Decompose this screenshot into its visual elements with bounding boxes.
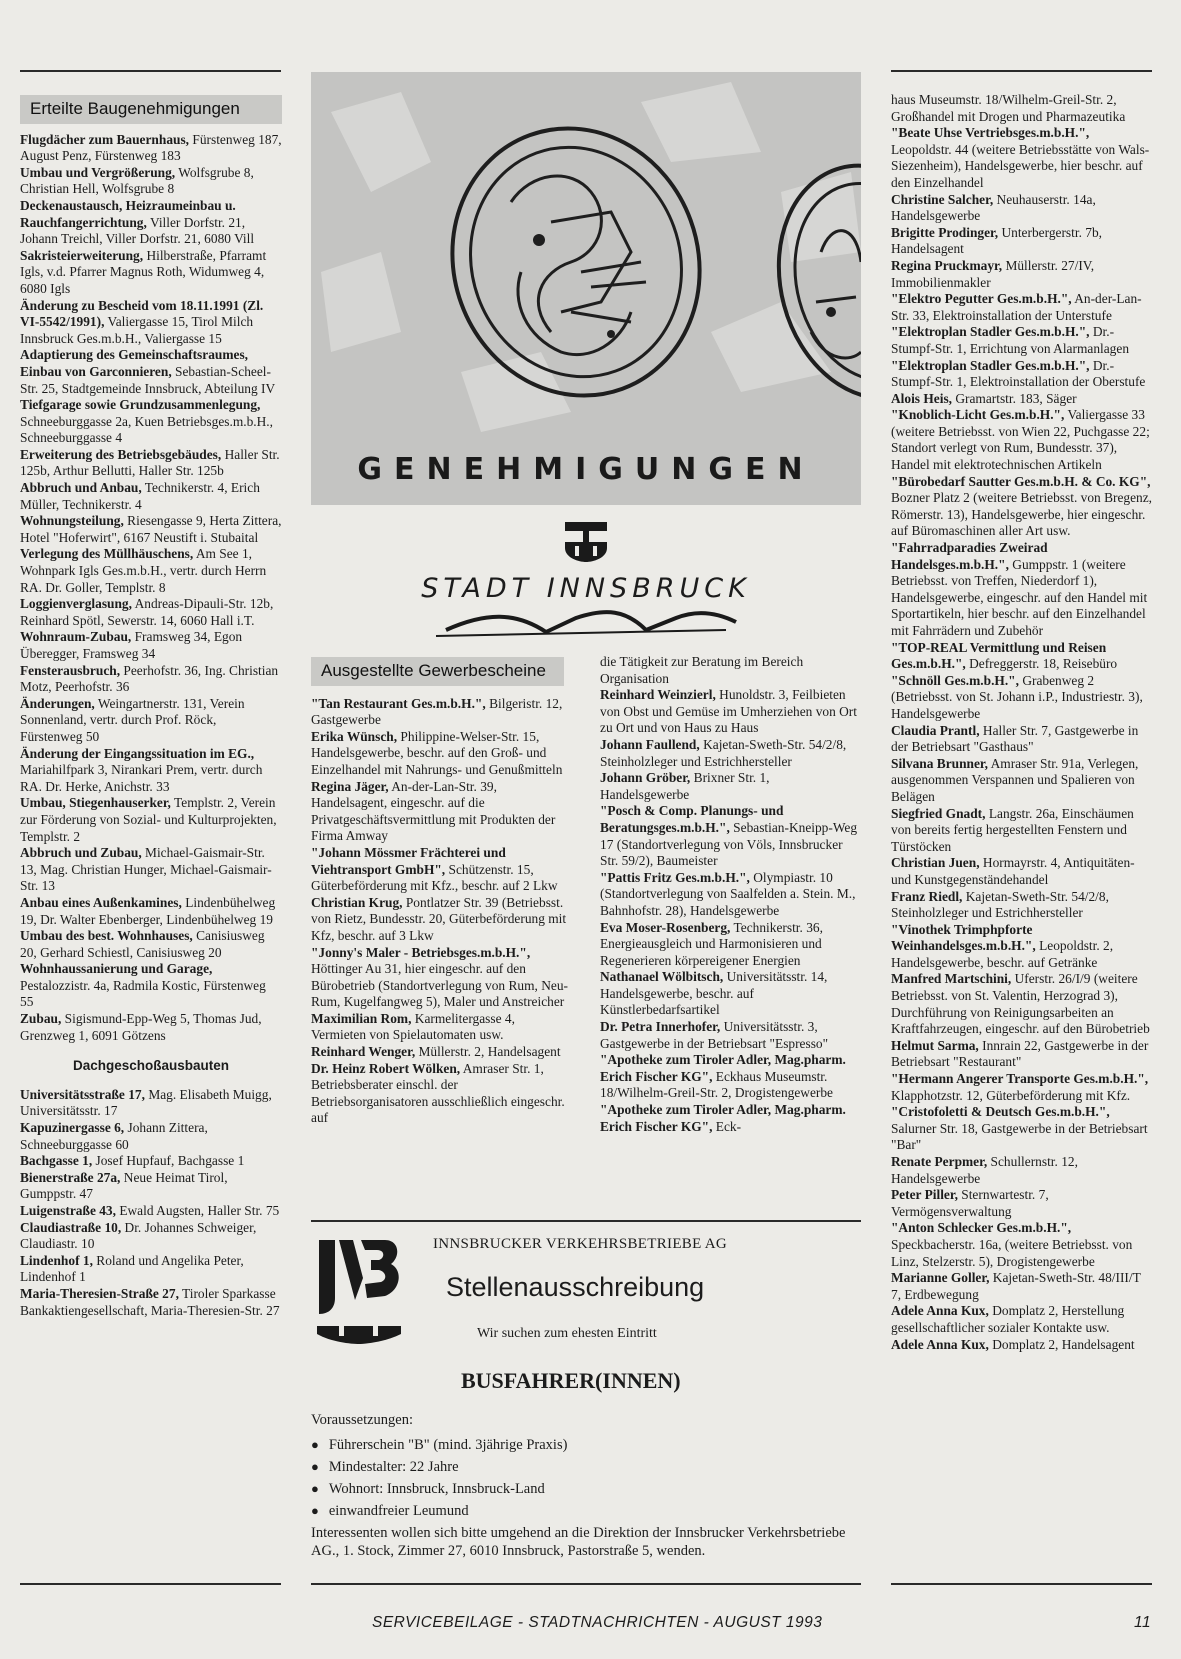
entry-name: Claudiastraße 10, [20, 1219, 122, 1235]
list-entry [600, 687, 862, 737]
list-entry [891, 1220, 1153, 1270]
entry-detail: Müllerstr. 2, Handelsagent [415, 1044, 561, 1060]
entry-name: "Apotheke zum Tiroler Adler, Mag.pharm. Erich Fischer KG", [600, 1102, 846, 1134]
entry-name: Franz Riedl, [891, 888, 963, 904]
entry-detail: Domplatz 2, Herstellung gesellschaftlicher sozialer Kontakte usw. [891, 1303, 1125, 1335]
entry-name: Deckenaustausch, Heizraumeinbau u. Rauchfangerrichtung, [20, 197, 236, 230]
entry-name: Flugdächer zum Bauernhaus, [20, 131, 190, 147]
entry-name: Loggienverglasung, [20, 596, 132, 612]
entry-name: Silvana Brunner, [891, 755, 988, 771]
list-entry [20, 132, 282, 165]
entry-name: Universitätsstraße 17, [20, 1086, 145, 1102]
requirement-item: ● Wohnort: Innsbruck, Innsbruck-Land [311, 1478, 567, 1500]
ad-job-title: BUSFAHRER(INNEN) [461, 1368, 681, 1393]
entry-name: Änderungen, [20, 695, 95, 711]
right-column [891, 92, 1153, 1353]
entry-detail: Mariahilfpark 3, Nirankari Prem, vertr. durch RA. Dr. Herke, Anichstr. 33 [20, 762, 263, 794]
entry-name: Anbau eines Außenkamines, [20, 894, 182, 910]
entry-name: Umbau, Stiegenhauserker, [20, 795, 171, 811]
entry-detail: Speckbacherstr. 16a, (weitere Betriebsst. von Linz, Stelzerstr. 5), Drogistengewerbe [891, 1236, 1133, 1269]
list-entry [891, 192, 1153, 225]
list-entry [891, 358, 1153, 391]
entry-name: "Cristofoletti & Deutsch Ges.m.b.H.", [891, 1104, 1110, 1120]
list-entry [20, 596, 282, 629]
entry-detail: Gumppstr. 1 (weitere Betriebsst. von Treffen, Niederdorf 1), Handelsgewerbe, eingeschr. auf den Handel mit Sportartikeln, hier beschr. auf den Einzelhandel mit Fahrrädern und Zubehör [891, 556, 1148, 638]
entry-detail: Schützenstr. 15, Güterbeförderung mit Kfz., beschr. auf 2 Lkw [311, 861, 558, 894]
list-entry [891, 1303, 1153, 1336]
entry-detail: Klapphotzstr. 12, Güterbeförderung mit Kfz. [891, 1087, 1131, 1103]
list-entry [600, 920, 862, 970]
entry-name: Änderung der Eingangssituation im EG., [20, 745, 255, 761]
entry-name: "Johann Mössmer Frächterei und Viehtransport GmbH", [311, 844, 506, 877]
entry-name: Sakristeierweiterung, [20, 247, 144, 263]
list-entry [891, 1104, 1153, 1154]
list-entry [20, 1153, 282, 1170]
entry-name: Erweiterung des Betriebsgebäudes, [20, 446, 222, 462]
entry-name: "Jonny's Maler - Betriebsges.m.b.H.", [311, 944, 531, 960]
entry-detail: Haller Str. 7, Gastgewerbe in der Betriebsart "Gasthaus" [891, 722, 1139, 755]
entry-detail: haus Museumstr. 18/Wilhelm-Greil-Str. 2, Großhandel mit Drogen und Pharmazeutika [891, 92, 1126, 124]
ivb-logo [315, 1238, 405, 1348]
entry-name: "Knoblich-Licht Ges.m.b.H.", [891, 407, 1065, 423]
entry-detail: Johann Zittera, Schneeburggasse 60 [20, 1120, 208, 1152]
entry-detail: Weingartnerstr. 131, Verein Sonnenland, vertr. durch Prof. Röck, Fürstenweg 50 [20, 695, 245, 744]
entry-name: Maria-Theresien-Straße 27, [20, 1285, 179, 1301]
requirement-item: ● Mindestalter: 22 Jahre [311, 1456, 567, 1478]
entry-name: Adaptierung des Gemeinschaftsraumes, Einbau von Garconnieren, [20, 347, 249, 379]
ad-subline: Wir suchen zum ehesten Eintritt [477, 1326, 657, 1341]
rule-bottom-right [891, 1583, 1152, 1585]
entry-detail: Kajetan-Sweth-Str. 54/2/8, Steinholzleger und Estrichhersteller [891, 888, 1109, 921]
entry-detail: Eck- [712, 1118, 742, 1134]
entry-name: Änderung zu Bescheid vom 18.11.1991 (Zl. VI-5542/1991), [20, 297, 264, 330]
list-entry [20, 961, 282, 1011]
entry-detail: Eckhaus Museumstr. 18/Wilhelm-Greil-Str. 2, Drogistengewerbe [600, 1068, 833, 1101]
list-entry [600, 1102, 862, 1135]
list-entry [600, 1019, 862, 1052]
trade-license-list-b [600, 654, 862, 1135]
entry-detail: Valiergasse 15, Tirol Milch Innsbruck Ges.m.b.H., Valiergasse 15 [20, 314, 254, 346]
entry-name: Tiefgarage sowie Grundzusammenlegung, [20, 397, 261, 413]
list-entry [891, 125, 1153, 191]
list-entry [311, 895, 569, 945]
list-entry [20, 513, 282, 546]
list-entry [20, 447, 282, 480]
entry-detail: die Tätigkeit zur Beratung im Bereich Organisation [600, 654, 804, 686]
building-permit-list [20, 132, 282, 1045]
list-entry [600, 770, 862, 803]
ad-company: INNSBRUCKER VERKEHRSBETRIEBE AG [433, 1236, 728, 1252]
list-entry [20, 696, 282, 746]
entry-name: Manfred Martschini, [891, 971, 1012, 987]
list-entry [891, 291, 1153, 324]
list-entry [891, 407, 1153, 473]
entry-name: Reinhard Wenger, [311, 1044, 416, 1060]
entry-name: "Hermann Angerer Transporte Ges.m.b.H.", [891, 1071, 1149, 1087]
list-entry [891, 324, 1153, 357]
entry-detail: Brixner Str. 1, Handelsgewerbe [600, 770, 770, 802]
entry-detail: Kajetan-Sweth-Str. 48/III/T 7, Erdbewegung [891, 1270, 1141, 1302]
entry-detail: Amraser Str. 91a, Verlegen, ausgenommen Verspannen und Spalieren von Belägen [891, 755, 1139, 804]
entry-detail: Bozner Platz 2 (weitere Betriebsst. von Bregenz, Römerstr. 13), Handelsgewerbe, hier eingeschr. auf Büromaschinen aller Art usw. [891, 490, 1153, 539]
entry-detail: Michael-Gaismair-Str. 13, Mag. Christian Hunger, Michael-Gaismair-Str. 13 [20, 845, 272, 894]
entry-name: "Bürobedarf Sautter Ges.m.b.H. & Co. KG", [891, 473, 1151, 489]
entry-detail: Müllerstr. 27/IV, Immobilienmakler [891, 257, 1095, 290]
entry-detail: Dr.-Stumpf-Str. 1, Errichtung von Alarmanlagen [891, 324, 1130, 356]
list-entry [20, 1011, 282, 1044]
list-entry [20, 845, 282, 895]
city-wave-icon [426, 606, 746, 640]
entry-name: Erika Wünsch, [311, 728, 398, 744]
city-logo [311, 520, 861, 645]
list-entry [20, 248, 282, 298]
entry-detail: Defreggerstr. 18, Reisebüro [965, 656, 1118, 672]
list-entry [600, 803, 862, 869]
list-entry [20, 165, 282, 198]
entry-name: Claudia Prantl, [891, 722, 980, 738]
entry-detail: Gramartstr. 183, Säger [952, 390, 1077, 406]
entry-name: Bachgasse 1, [20, 1153, 93, 1169]
entry-name: "Tan Restaurant Ges.m.b.H.", [311, 695, 486, 711]
entry-name: "Anton Schlecker Ges.m.b.H.", [891, 1220, 1072, 1236]
entry-detail: Dr. Johannes Schweiger, Claudiastr. 10 [20, 1219, 257, 1252]
list-entry [20, 298, 282, 348]
page-number: 11 [1134, 1614, 1152, 1631]
list-entry [20, 198, 282, 248]
entry-detail: An-der-Lan-Str. 39, Handelsagent, eingeschr. auf die Privatgeschäftsvermittlung mit Produkten der Firma Amway [311, 778, 556, 844]
entry-detail: Sebastian-Scheel-Str. 25, Stadtgemeinde Innsbruck, Abteilung IV [20, 363, 276, 396]
entry-detail: Hormayrstr. 4, Antiquitäten- und Kunstgegenständehandel [891, 855, 1135, 887]
rule-top-right [891, 70, 1152, 72]
list-entry [311, 1011, 569, 1044]
city-name: STADT INNSBRUCK [421, 573, 751, 604]
entry-name: Verlegung des Müllhäuschens, [20, 546, 194, 562]
entry-detail: Roland und Angelika Peter, Lindenhof 1 [20, 1252, 244, 1285]
entry-name: Christian Juen, [891, 855, 980, 871]
entry-name: Nathanael Wölbitsch, [600, 969, 724, 985]
list-entry [600, 654, 862, 687]
entry-name: Regina Jäger, [311, 778, 389, 794]
entry-detail: Karmelitergasse 4, Vermieten von Spielautomaten usw. [311, 1010, 515, 1043]
list-entry [311, 729, 569, 779]
entry-detail: Technikerstr. 36, Energieausgleich und Harmonisieren und Regenerieren körpereigener Energien [600, 919, 823, 968]
list-entry [891, 922, 1153, 972]
entry-name: "Elektro Pegutter Ges.m.b.H.", [891, 291, 1072, 307]
entry-detail: Sternwartestr. 7, Vermögensverwaltung [891, 1187, 1049, 1219]
entry-name: Maximilian Rom, [311, 1010, 412, 1026]
ad-contact-text: Interessenten wollen sich bitte umgehend an die Direktion der Innsbrucker Verkehrsbetriebe AG., 1. Stock, Zimmer 27, 6010 Innsbruck, Pastorstraße 5, wenden. [311, 1525, 846, 1559]
list-entry [600, 870, 862, 920]
list-entry [20, 546, 282, 596]
entry-name: Johann Gröber, [600, 770, 691, 786]
trade-license-list-a [311, 696, 569, 1127]
entry-name: "Fahrradparadies Zweirad Handelsges.m.b.H.", [891, 540, 1048, 572]
entry-detail: Amraser Str. 1, Betriebsberater einschl. der Betriebsorganisatoren ausschließlich eingeschr. auf [311, 1060, 565, 1126]
entry-detail: Viller Dorfstr. 21, Johann Treichl, Viller Dorfstr. 21, 6080 Vill [20, 214, 255, 247]
entry-detail: Innrain 22, Gastgewerbe in der Betriebsart "Restaurant" [891, 1037, 1149, 1070]
entry-detail: Schneeburggasse 2a, Kuen Betriebsges.m.b.H., Schneeburggasse 4 [20, 413, 274, 446]
entry-detail: Josef Hupfauf, Bachgasse 1 [92, 1153, 245, 1169]
entry-detail: Olympiastr. 10 (Standortverlegung von Saalfelden a. Stein. M., Bahnhofstr. 28), Handelsgewerbe [600, 869, 856, 918]
entry-name: Peter Piller, [891, 1187, 958, 1203]
list-entry [891, 723, 1153, 756]
list-entry [20, 928, 282, 961]
list-entry [891, 971, 1153, 1037]
entry-detail: Neue Heimat Tirol, Gumppstr. 47 [20, 1169, 228, 1202]
entry-name: Marianne Goller, [891, 1270, 990, 1286]
list-entry [20, 1170, 282, 1203]
banner-title: GENEHMIGUNGEN [357, 452, 815, 487]
entry-detail: Leopoldstr. 44 (weitere Betriebsstätte von Wals-Siezenheim), Handelsgewerbe, hier beschr. auf den Einzelhandel [891, 141, 1150, 190]
list-entry [891, 1270, 1153, 1303]
list-entry [891, 391, 1153, 408]
list-entry [891, 640, 1153, 673]
entry-name: "TOP-REAL Vermittlung und Reisen Ges.m.b.H.", [891, 639, 1107, 672]
trade-license-list-c [891, 92, 1153, 1353]
entry-detail: Unterbergerstr. 7b, Handelsagent [891, 224, 1102, 257]
list-entry [311, 1061, 569, 1127]
list-entry [891, 225, 1153, 258]
list-entry [20, 1220, 282, 1253]
entry-name: Wohnraum-Zubau, [20, 629, 132, 645]
entry-name: Bienerstraße 27a, [20, 1169, 121, 1185]
entry-detail: Canisiusweg 20, Gerhard Schiestl, Canisiusweg 20 [20, 928, 265, 960]
entry-name: Zubau, [20, 1011, 62, 1027]
seal-illustration [311, 72, 861, 505]
entry-name: Luigenstraße 43, [20, 1203, 116, 1218]
entry-detail: Bilgeristr. 12, Gastgewerbe [311, 695, 563, 728]
entry-name: Christian Krug, [311, 894, 403, 910]
entry-detail: Leopoldstr. 2, Handelsgewerbe, beschr. auf Getränke [891, 938, 1114, 970]
list-entry [20, 1087, 282, 1120]
requirement-item: ● Führerschein "B" (mind. 3jährige Praxis) [311, 1434, 567, 1456]
attic-permit-list [20, 1087, 282, 1319]
list-entry [311, 1044, 569, 1061]
list-entry [20, 629, 282, 662]
entry-name: Adele Anna Kux, [891, 1303, 989, 1319]
entry-detail: Sebastian-Kneipp-Weg 17 (Standortverlegung von Völs, Innsbrucker Str. 59/2), Baumeister [600, 819, 858, 869]
list-entry [311, 779, 569, 845]
list-entry [600, 969, 862, 1019]
city-emblem-icon [563, 520, 609, 564]
entry-name: "Pattis Fritz Ges.m.b.H.", [600, 869, 750, 885]
entry-name: Dr. Heinz Robert Wölken, [311, 1060, 461, 1076]
list-entry [891, 673, 1153, 723]
entry-name: Siegfried Gnadt, [891, 805, 986, 821]
entry-detail: Fürstenweg 187, August Penz, Fürstenweg 183 [20, 131, 282, 164]
entry-detail: Mag. Elisabeth Muigg, Universitätsstr. 17 [20, 1086, 272, 1119]
entry-name: Wohnungsteilung, [20, 513, 124, 529]
list-entry [600, 737, 862, 770]
section-heading-trade-licenses: Ausgestellte Gewerbescheine [311, 657, 564, 686]
entry-detail: Sigismund-Epp-Weg 5, Thomas Jud, Grenzweg 1, 6091 Götzens [20, 1011, 262, 1043]
list-entry [891, 1038, 1153, 1071]
entry-detail: Ewald Augsten, Haller Str. 75 [115, 1203, 280, 1218]
entry-name: Fensterausbruch, [20, 662, 121, 678]
entry-name: Johann Faullend, [600, 736, 700, 752]
entry-detail: Uferstr. 26/I/9 (weitere Betriebsst. von St. Valentin, Herzograd 3), Durchführung von Reinigungsarbeiten an Kraftfahrzeugen, eingeschr. auf den Bürobetrieb [891, 971, 1150, 1037]
section-heading-building-permits: Erteilte Baugenehmigungen [20, 95, 282, 124]
list-entry [891, 1071, 1153, 1104]
entry-name: Dr. Petra Innerhofer, [600, 1019, 721, 1035]
entry-detail: Riesengasse 9, Herta Zittera, Hotel "Hoferwirt", 6167 Neustift i. Stubaital [20, 513, 282, 545]
entry-name: "Elektroplan Stadler Ges.m.b.H.", [891, 324, 1090, 340]
list-entry [891, 474, 1153, 540]
list-entry [20, 1120, 282, 1153]
entry-name: "Schnöll Ges.m.b.H.", [891, 672, 1019, 688]
entry-detail: Wolfsgrube 8, Christian Hell, Wolfsgrube 8 [20, 164, 254, 197]
ad-requirements-label: Voraussetzungen: [311, 1412, 414, 1428]
list-entry [600, 1052, 862, 1102]
entry-name: Kapuzinergasse 6, [20, 1120, 125, 1136]
list-entry [891, 258, 1153, 291]
entry-name: Helmut Sarma, [891, 1037, 979, 1053]
list-entry [20, 895, 282, 928]
list-entry [891, 756, 1153, 806]
list-entry [20, 397, 282, 447]
list-entry [891, 92, 1153, 125]
list-entry [891, 540, 1153, 640]
list-entry [891, 855, 1153, 888]
list-entry [311, 945, 569, 1011]
list-entry [20, 746, 282, 796]
entry-detail: Hunoldstr. 3, Feilbieten von Obst und Gemüse im Umherziehen von Ort zu Ort und von Haus zu Haus [600, 687, 857, 736]
entry-detail: Domplatz 2, Handelsagent [988, 1336, 1135, 1352]
list-entry [20, 1253, 282, 1286]
middle-column-a [311, 657, 569, 1127]
entry-name: Eva Moser-Rosenberg, [600, 919, 731, 935]
entry-name: Abbruch und Zubau, [20, 845, 142, 861]
entry-detail: Peerhofstr. 36, Ing. Christian Motz, Peerhofstr. 36 [20, 662, 279, 695]
list-entry [20, 1286, 282, 1319]
entry-name: Christine Salcher, [891, 191, 994, 207]
entry-name: "Apotheke zum Tiroler Adler, Mag.pharm. Erich Fischer KG", [600, 1052, 846, 1084]
list-entry [891, 1154, 1153, 1187]
rule-top-left [20, 70, 281, 72]
entry-name: "Posch & Comp. Planungs- und Beratungsges.m.b.H.", [600, 803, 784, 835]
entry-detail: Pontlatzer Str. 39 (Betriebsst. von Rietz, Bundesstr. 20, Güterbeförderung mit Kfz, beschr. auf 3 Lkw [311, 894, 567, 943]
entry-name: Renate Perpmer, [891, 1154, 988, 1169]
list-entry [20, 663, 282, 696]
entry-name: Reinhard Weinzierl, [600, 687, 716, 703]
rule-bottom-left [20, 1583, 281, 1585]
entry-detail: Universitätsstr. 14, Handelsgewerbe, beschr. auf Künstlerbedarfsartikel [600, 969, 828, 1018]
entry-detail: An-der-Lan-Str. 33, Elektroinstallation der Unterstufe [891, 291, 1142, 323]
section-subheading-attic: Dachgeschoßausbauten [72, 1058, 230, 1074]
entry-name: Umbau und Vergrößerung, [20, 164, 176, 180]
entry-detail: Andreas-Dipauli-Str. 12b, Reinhard Spötl, Sewerstr. 14, 6060 Hall i.T. [20, 596, 274, 628]
footer-publication: SERVICEBEILAGE - STADTNACHRICHTEN - AUGUST 1993 [372, 1614, 823, 1631]
ad-heading: Stellenausschreibung [446, 1272, 705, 1302]
entry-detail: Schullernstr. 12, Handelsgewerbe [891, 1154, 1078, 1186]
job-advert [311, 1222, 861, 1572]
entry-detail: Kajetan-Sweth-Str. 54/2/8, Steinholzleger und Estrichhersteller [600, 736, 847, 769]
list-entry [891, 806, 1153, 856]
list-entry [20, 347, 282, 397]
entry-name: Lindenhof 1, [20, 1252, 93, 1268]
entry-name: "Beate Uhse Vertriebsges.m.b.H.", [891, 125, 1090, 141]
entry-detail: Hilberstraße, Pfarramt Igls, v.d. Pfarrer Magnus Roth, Widumweg 4, 6080 Igls [20, 247, 267, 296]
entry-detail: Technikerstr. 4, Erich Müller, Technikerstr. 4 [20, 480, 260, 512]
entry-name: Adele Anna Kux, [891, 1336, 989, 1352]
list-entry [311, 696, 569, 729]
entry-detail: Haller Str. 125b, Arthur Bellutti, Haller Str. 125b [20, 446, 280, 479]
entry-detail: Framsweg 34, Egon Überegger, Framsweg 34 [20, 629, 243, 661]
entry-detail: Templstr. 2, Verein zur Förderung von Sozial- und Kulturprojekten, Templstr. 2 [20, 795, 277, 844]
entry-name: Abbruch und Anbau, [20, 480, 142, 496]
entry-name: Regina Pruckmayr, [891, 257, 1003, 273]
entry-detail: Tiroler Sparkasse Bankaktiengesellschaft, Maria-Theresien-Str. 27 [20, 1285, 280, 1318]
entry-detail: Valiergasse 33 (weitere Betriebsst. von Wien 22, Puchgasse 22; Standort verlegt von Rum, Bundesstr. 37), Handel mit elektrotechnischen Artikeln [891, 407, 1150, 473]
middle-column-b [600, 654, 862, 1135]
ad-requirements-list [311, 1434, 567, 1522]
list-entry [891, 1187, 1153, 1220]
entry-name: Umbau des best. Wohnhauses, [20, 928, 193, 944]
left-column [20, 95, 282, 1319]
list-entry [20, 1203, 282, 1220]
entry-detail: Neuhauserstr. 14a, Handelsgewerbe [891, 191, 1096, 224]
entry-detail: Lindenbühelweg 19, Dr. Walter Ebenberger, Lindenbühelweg 19 [20, 894, 276, 927]
entry-name: "Vinothek Trimphpforte Weinhandelsges.m.b.H.", [891, 921, 1036, 954]
entry-detail: Am See 1, Wohnpark Igls Ges.m.b.H., vertr. durch Herrn RA. Dr. Goller, Templstr. 8 [20, 546, 267, 595]
entry-detail: Pestalozzistr. 4a, Radmila Kostic, Fürstenweg 55 [20, 977, 266, 1010]
entry-detail: Langstr. 26a, Einschäumen von bereits fertig hergestellten Fenstern und Türstöcken [891, 805, 1134, 854]
entry-detail: Grabenweg 2 (Betriebsst. von St. Johann i.P., Industriestr. 3), Handelsgewerbe [891, 672, 1143, 721]
entry-detail: Philippine-Welser-Str. 15, Handelsgewerbe, beschr. auf den Groß- und Einzelhandel mit Nahrungs- und Genußmitteln [311, 728, 563, 777]
entry-detail: Dr.-Stumpf-Str. 1, Elektroinstallation der Oberstufe [891, 357, 1146, 390]
list-entry [891, 1337, 1153, 1354]
entry-detail: Höttinger Au 31, hier eingeschr. auf den Bürobetrieb (Standortverlegung von Rum, Neu-Rum, Kugelfangweg 5), Maler und Anstreicher [311, 961, 568, 1010]
list-entry [891, 889, 1153, 922]
entry-name: "Elektroplan Stadler Ges.m.b.H.", [891, 357, 1090, 373]
entry-name: Wohnhaussanierung und Garage, [20, 961, 213, 977]
entry-detail: Universitätsstr. 3, Gastgewerbe in der Betriebsart "Espresso" [600, 1019, 829, 1051]
entry-name: Brigitte Prodinger, [891, 224, 999, 240]
list-entry [311, 845, 569, 895]
list-entry [20, 480, 282, 513]
entry-detail: Salurner Str. 18, Gastgewerbe in der Betriebsart "Bar" [891, 1120, 1148, 1153]
genehmigungen-banner [311, 72, 861, 505]
requirement-item: ● einwandfreier Leumund [311, 1500, 567, 1522]
rule-bottom-mid [311, 1583, 861, 1585]
entry-name: Alois Heis, [891, 390, 953, 406]
list-entry [20, 795, 282, 845]
